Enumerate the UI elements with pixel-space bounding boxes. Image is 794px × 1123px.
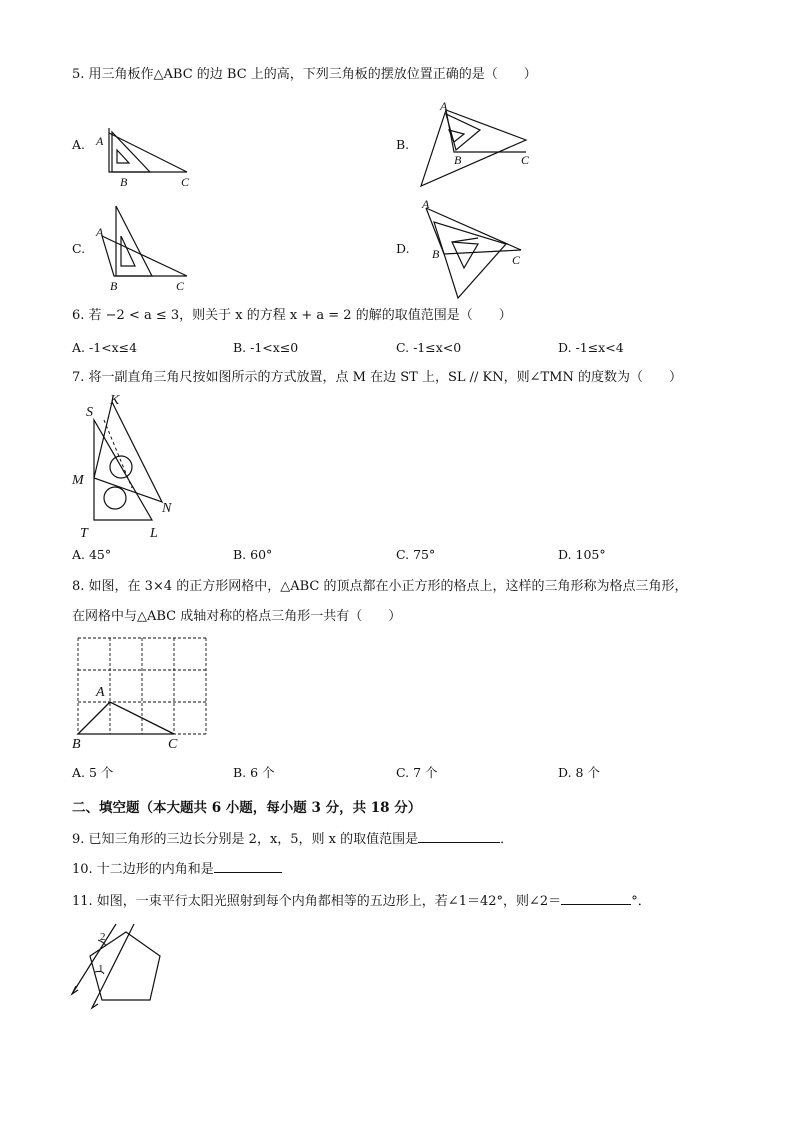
q11-text: 11. 如图，一束平行太阳光照射到每个内角都相等的五边形上，若∠1＝42°，则∠2＝ bbox=[72, 894, 562, 909]
q9-end: ． bbox=[500, 832, 514, 847]
q8-label-c: C bbox=[168, 737, 178, 752]
q5-c-point-c: C bbox=[176, 279, 185, 293]
q7-label-k: K bbox=[110, 393, 120, 408]
q6-stem: 6. 若 −2 < a ≤ 3，则关于 x 的方程 x + a = 2 的解的取值范围是（ ） bbox=[72, 308, 512, 323]
q11-line bbox=[72, 890, 651, 911]
q10-answer-blank[interactable] bbox=[214, 858, 282, 873]
q8-option-a[interactable]: A. 5 个 bbox=[72, 765, 114, 780]
q8-stem-line1: 8. 如图，在 3×4 的正方形网格中，△ABC 的顶点都在小正方形的格点上，这样的三角形称为格点三角形， bbox=[72, 579, 688, 594]
q7-label-s: S bbox=[86, 405, 93, 420]
q11-answer-blank[interactable] bbox=[561, 890, 631, 905]
q5-option-b-figure bbox=[416, 98, 566, 188]
q7-label-m: M bbox=[72, 473, 84, 488]
q5-d-point-c: C bbox=[512, 253, 521, 267]
q5-option-d-label[interactable]: D. bbox=[396, 241, 410, 256]
q7-option-d[interactable]: D. 105° bbox=[558, 547, 606, 562]
q6-option-c[interactable]: C. -1≤x<0 bbox=[396, 340, 462, 355]
q7-label-t: T bbox=[80, 526, 88, 541]
q11-pentagon-figure bbox=[68, 918, 178, 1008]
q10-text: 10. 十二边形的内角和是 bbox=[72, 862, 214, 877]
q5-b-point-b: B bbox=[454, 153, 462, 167]
q5-option-d-figure bbox=[416, 194, 566, 304]
q5-d-point-b: B bbox=[432, 247, 440, 261]
q9-answer-blank[interactable] bbox=[418, 828, 500, 843]
q5-stem: 5. 用三角板作△ABC 的边 BC 上的高，下列三角板的摆放位置正确的是（ ） bbox=[72, 67, 537, 82]
q7-option-a[interactable]: A. 45° bbox=[72, 547, 112, 562]
q8-stem-line2: 在网格中与△ABC 成轴对称的格点三角形一共有（ ） bbox=[72, 609, 402, 624]
q9-line bbox=[72, 828, 513, 849]
q5-a-point-c: C bbox=[181, 175, 190, 189]
q8-option-d[interactable]: D. 8 个 bbox=[558, 765, 600, 780]
q5-b-point-a: A bbox=[440, 99, 448, 113]
q5-a-point-b: B bbox=[120, 175, 128, 189]
q7-stem: 7. 将一副直角三角尺按如图所示的方式放置，点 M 在边 ST 上，SL // KN，则∠TMN 的度数为（ ） bbox=[72, 370, 682, 385]
q11-end: °． bbox=[631, 894, 651, 909]
q8-option-b[interactable]: B. 6 个 bbox=[233, 765, 275, 780]
q5-option-b-label[interactable]: B. bbox=[396, 137, 410, 152]
section-2-title: 二、填空题（本大题共 6 小题，每小题 3 分，共 18 分） bbox=[72, 800, 422, 816]
q9-text: 9. 已知三角形的三边长分别是 2，x，5，则 x 的取值范围是 bbox=[72, 832, 419, 847]
q6-option-a[interactable]: A. -1<x≤4 bbox=[72, 340, 138, 355]
q5-c-point-a: A bbox=[96, 225, 104, 239]
q8-grid-figure bbox=[70, 632, 220, 752]
q7-figure bbox=[70, 392, 190, 542]
q6-option-d[interactable]: D. -1≤x<4 bbox=[558, 340, 624, 355]
q11-label-2: 2 bbox=[100, 931, 106, 943]
q8-label-b: B bbox=[72, 737, 81, 752]
q7-option-b[interactable]: B. 60° bbox=[233, 547, 273, 562]
q5-b-point-c: C bbox=[521, 153, 530, 167]
q7-label-l: L bbox=[150, 526, 158, 541]
q7-option-c[interactable]: C. 75° bbox=[396, 547, 436, 562]
q5-a-point-a: A bbox=[96, 134, 104, 148]
q11-label-1: 1 bbox=[98, 963, 104, 975]
q10-line bbox=[72, 858, 282, 879]
q5-option-c-figure bbox=[92, 202, 232, 292]
q5-option-c-label[interactable]: C. bbox=[72, 241, 86, 256]
q5-c-point-b: B bbox=[110, 279, 118, 293]
q5-d-point-a: A bbox=[422, 197, 430, 211]
q5-option-a-figure bbox=[92, 120, 232, 200]
q6-option-b[interactable]: B. -1<x≤0 bbox=[233, 340, 299, 355]
q5-option-a-label[interactable]: A. bbox=[72, 137, 86, 152]
q8-option-c[interactable]: C. 7 个 bbox=[396, 765, 438, 780]
q7-label-n: N bbox=[162, 501, 172, 516]
q8-label-a: A bbox=[96, 685, 105, 700]
